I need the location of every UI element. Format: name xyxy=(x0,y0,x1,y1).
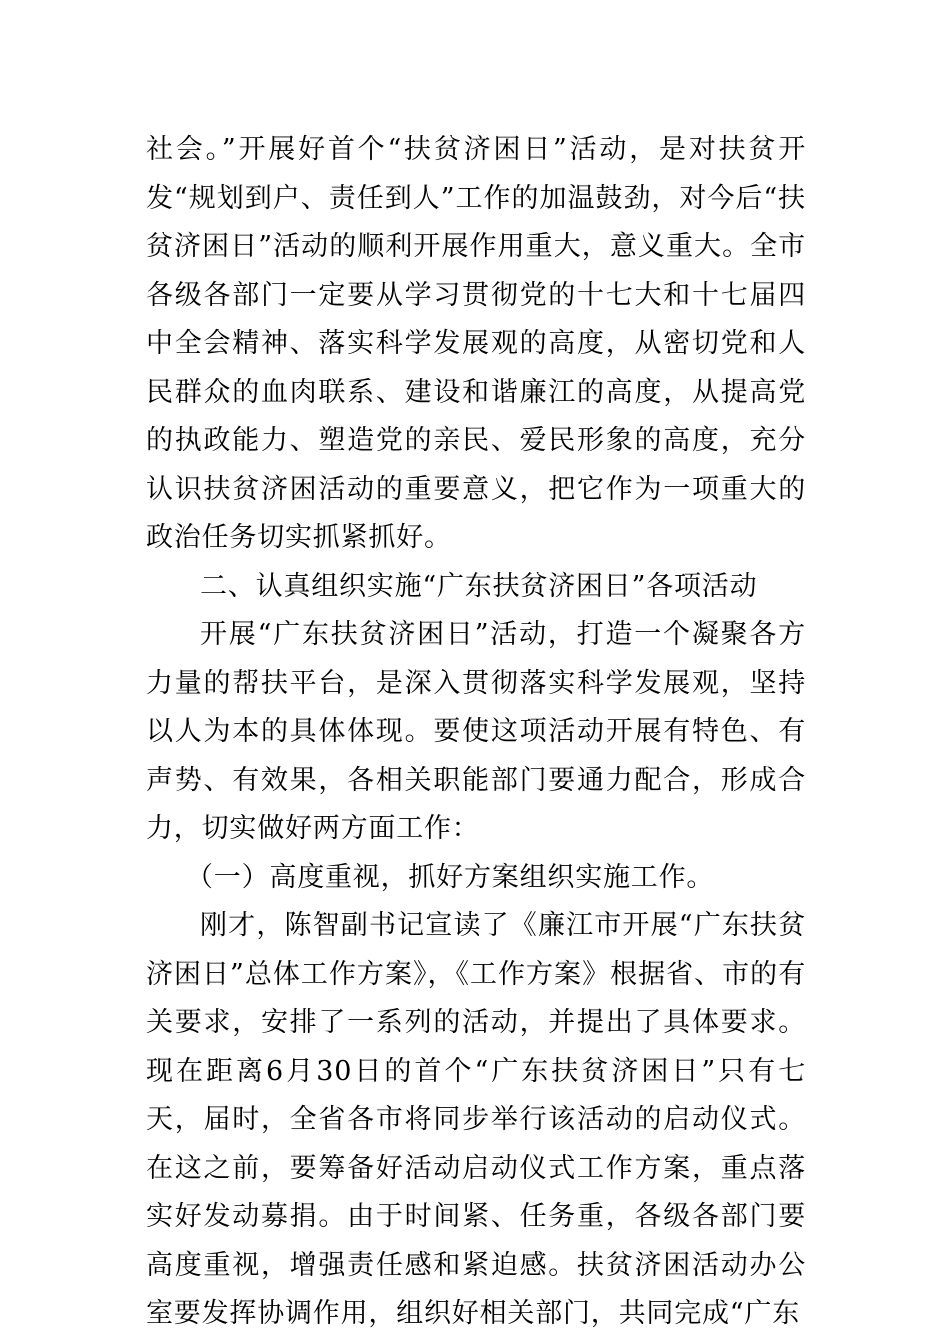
section-heading: 二、认真组织实施“广东扶贫济困日”各项活动 xyxy=(200,570,758,602)
paragraph-section-intro: 开展“广东扶贫济困日”活动，打造一个凝聚各方力量的帮扶平台，是深入贯彻落实科学发展观，坚持以人为本的具体体现。要使这项活动开展有特色、有声势、有效果，各相关职能部门要通力配合，形成合力，切实做好两方面工作： xyxy=(146,619,806,844)
paragraph-subsection-body: 刚才，陈智副书记宣读了《廉江市开展“广东扶贫济困日”总体工作方案》，《工作方案》根据省、市的有关要求，安排了一系列的活动，并提出了具体要求。现在距离6月30日的首个“广东扶贫济困日”只有七天，届时，全省各市将同步举行该活动的启动仪式。在这之前，要筹备好活动启动仪式工作方案，重点落实好发动募捐。由于时间紧、任务重，各级各部门要高度重视，增强责任感和紧迫感。扶贫济困活动办公室要发挥协调作用，组织好相关部门，共同完成“广东 xyxy=(146,910,806,1329)
paragraph-continued: 社会。”开展好首个“扶贫济困日”活动，是对扶贫开发“规划到户、责任到人”工作的加温鼓劲，对今后“扶贫济困日”活动的顺利开展作用重大，意义重大。全市各级各部门一定要从学习贯彻党的十七大和十七届四中全会精神、落实科学发展观的高度，从密切党和人民群众的血肉联系、建设和谐廉江的高度，从提高党的执政能力、塑造党的亲民、爱民形象的高度，充分认识扶贫济困活动的重要意义，把它作为一项重大的政治任务切实抓紧抓好。 xyxy=(146,134,806,553)
subsection-heading: （一）高度重视，抓好方案组织实施工作。 xyxy=(186,861,715,893)
document-body xyxy=(146,126,806,1339)
